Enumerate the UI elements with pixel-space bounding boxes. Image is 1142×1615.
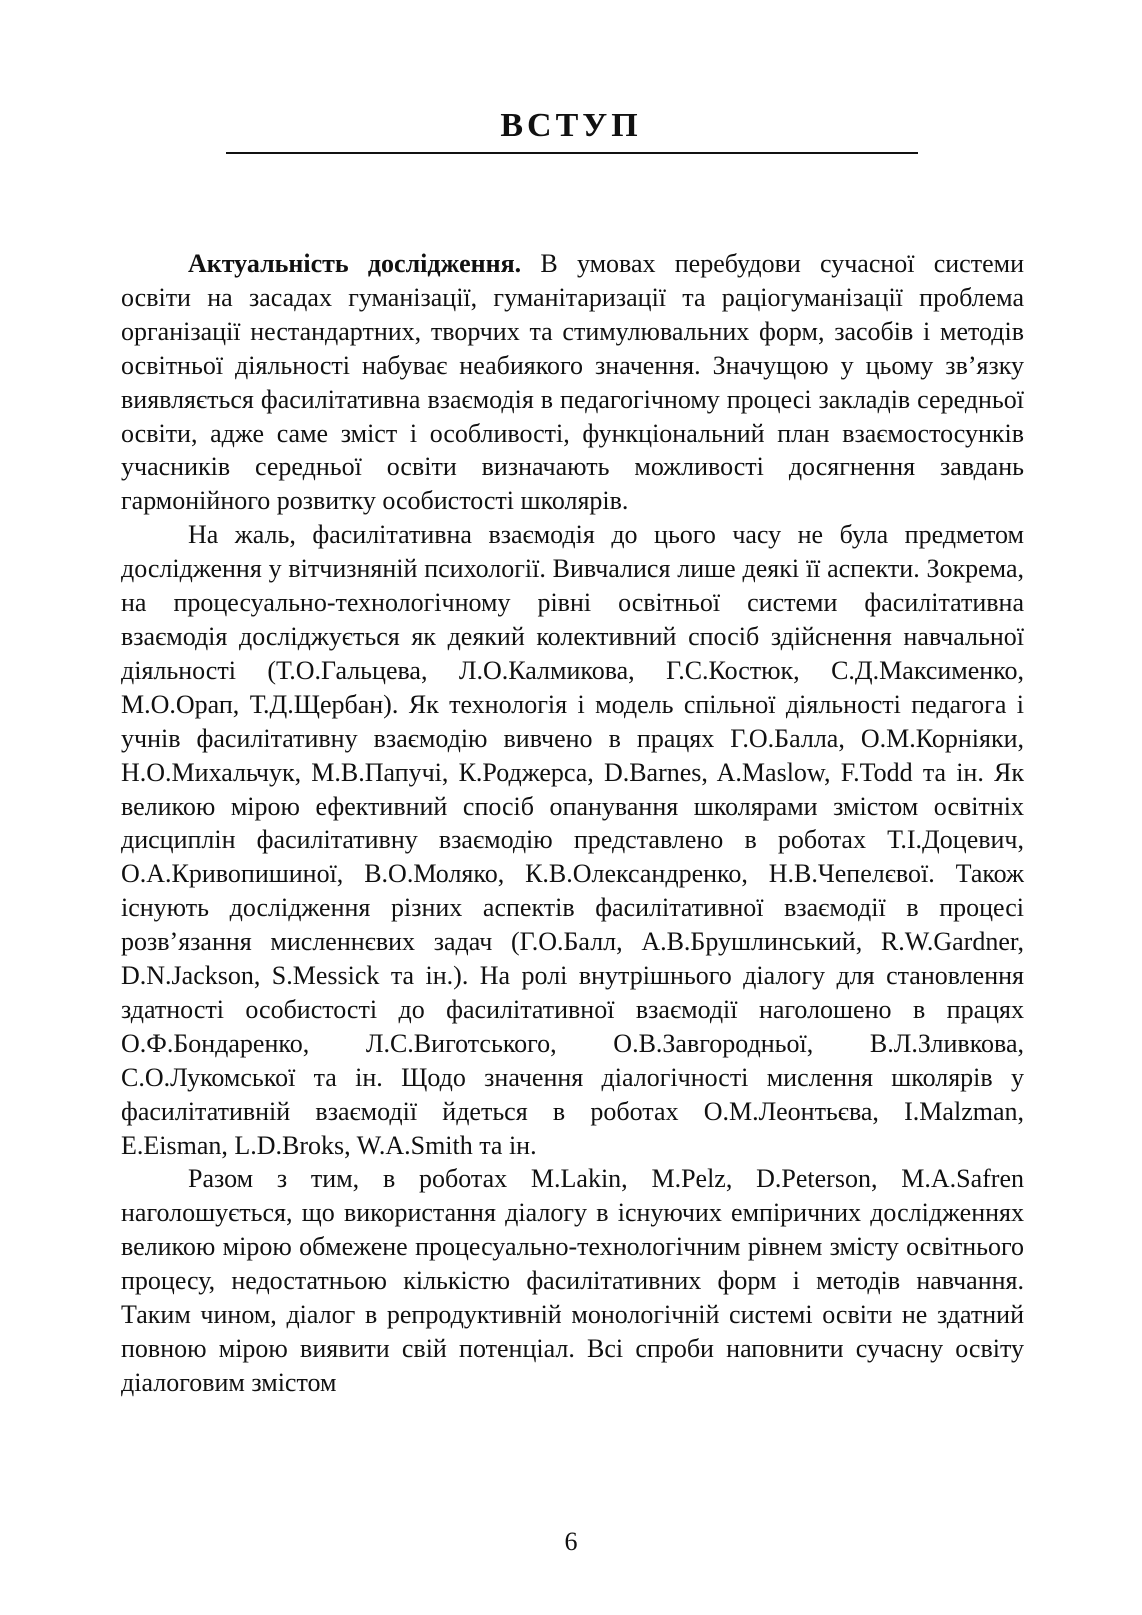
page-title: ВСТУП [500,107,642,144]
paragraph-text: В умовах перебудови сучасної системи освіти на засадах гуманізації, гуманітаризації та раціогуманізації проблема організації нестандартних, творчих та стимулювальних форм, засобів і методів освітньої діяльності набуває неабиякого значення. Значущою у цьому зв’язку виявляється фасилітативна взаємодія в педагогічному процесі закладів середньої освіти, адже саме зміст і особливості, функціональний план взаємостосунків учасників середньої освіти визначають можливості досягнення завдань гармонійного розвитку особистості школярів. [121,249,1024,516]
title-underline [226,152,918,154]
body-text [121,247,1024,1400]
paragraph-research-review: На жаль, фасилітативна взаємодія до цього часу не була предметом дослідження у вітчизняній психології. Вивчалися лише деякі її аспекти. Зокрема, на процесуально-технологічному рівні освітньої системи фасилітативна взаємодія досліджується як деякий колективний спосіб здійснення навчальної діяльності (Т.О.Гальцева, Л.О.Калмикова, Г.С.Костюк, С.Д.Максименко, М.О.Орап, Т.Д.Щербан). Як технологія і модель спільної діяльності педагога і учнів фасилітативну взаємодію вивчено в працях Г.О.Балла, О.М.Корніяки, Н.О.Михальчук, М.В.Папучі, К.Роджерса, D.Barnes, A.Maslow, F.Todd та ін. Як великою мірою ефективний спосіб опанування школярами змістом освітніх дисциплін фасилітативну взаємодію представлено в роботах Т.І.Доцевич, О.А.Кривопишиної, В.О.Моляко, К.В.Олександренко, Н.В.Чепелєвої. Також існують дослідження різних аспектів фасилітативної взаємодії в процесі розв’язання мисленнєвих задач (Г.О.Балл, А.В.Брушлинський, R.W.Gardner, D.N.Jackson, S.Messick та ін.). На ролі внутрішнього діалогу для становлення здатності особистості до фасилітативної взаємодії наголошено в працях О.Ф.Бондаренко, Л.С.Виготського, О.В.Завгородньої, В.Л.Зливкова, С.О.Лукомської та ін. Щодо значення діалогічності мислення школярів у фасилітативній взаємодії йдеться в роботах О.М.Леонтьєва, I.Malzman, E.Eisman, L.D.Broks, W.A.Smith та ін. [121,520,1024,1160]
paragraph-dialogue-limits: Разом з тим, в роботах M.Lakin, M.Pelz, D.Peterson, M.A.Safren наголошується, що використання діалогу в існуючих емпіричних дослідженнях великою мірою обмежене процесуально-технологічним рівнем змісту освітнього процесу, недостатньою кількістю фасилітативних форм і методів навчання. Таким чином, діалог в репродуктивній монологічній системі освіти не здатний повною мірою виявити свій потенціал. Всі спроби наповнити сучасну освіту діалоговим змістом [121,1164,1024,1397]
paragraph-lead: Актуальність дослідження. [188,249,522,278]
page-number: 6 [564,1527,578,1556]
paragraph-relevance [121,247,1024,518]
